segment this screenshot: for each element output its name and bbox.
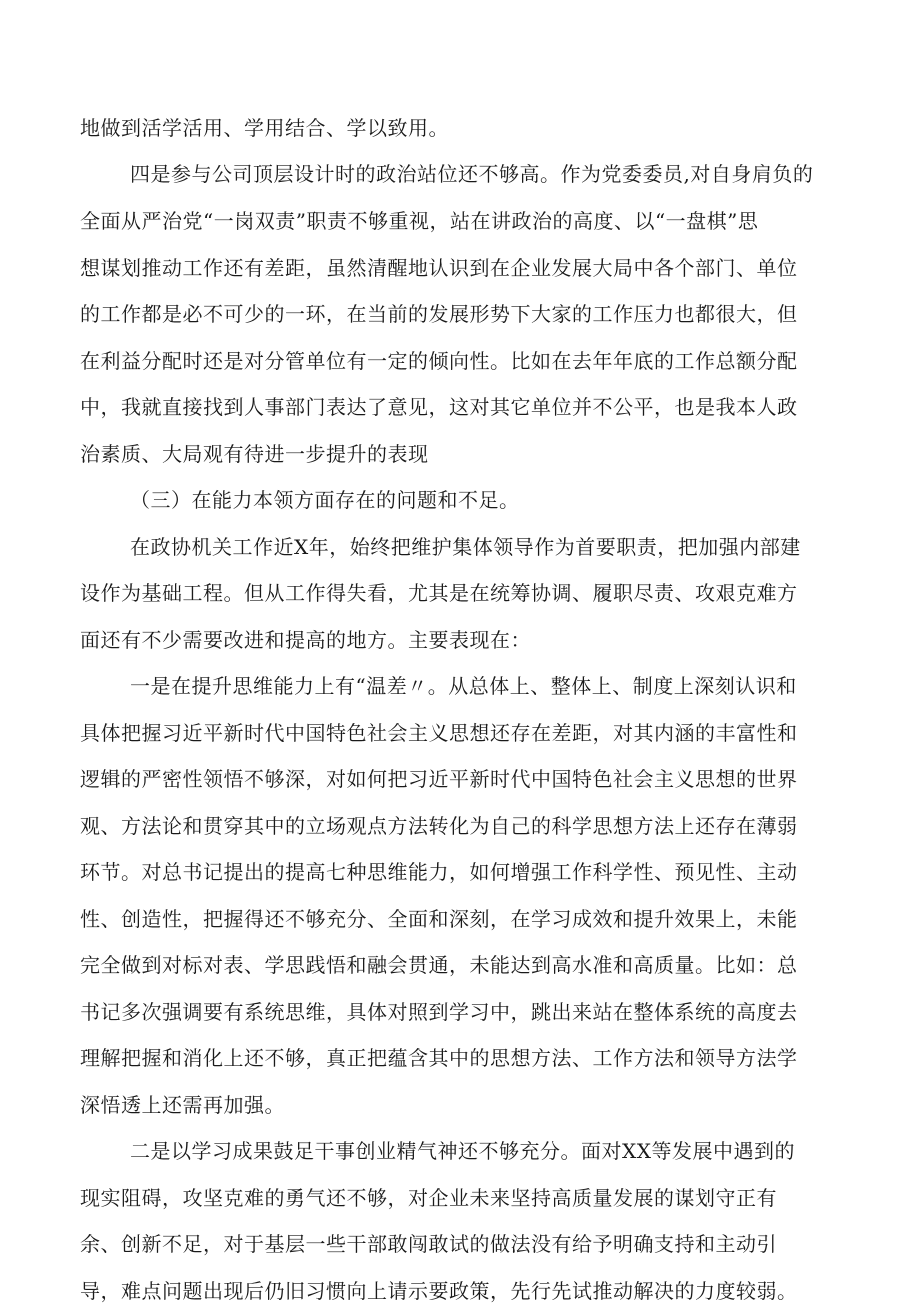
text-line: 中，我就直接找到人事部门表达了意见，这对其它单位并不公平，也是我本人政: [80, 395, 798, 419]
text-line: 全面从严治党“一岗双责”职责不够重视，站在讲政治的高度、以“一盘棋”思: [80, 209, 759, 233]
text-line: 在利益分配时还是对分管单位有一定的倾向性。比如在去年年底的工作总额分配: [80, 349, 798, 373]
text-line: 理解把握和消化上还不够，真正把蕴含其中的思想方法、工作方法和领导方法学: [80, 1046, 798, 1070]
text-line: 的工作都是必不可少的一环，在当前的发展形势下大家的工作压力也都很大，但: [80, 302, 798, 326]
text-line: 现实阻碍，攻坚克难的勇气还不够，对企业未来坚持高质量发展的谋划守正有: [80, 1186, 777, 1210]
text-line: 逻辑的严密性领悟不够深，对如何把习近平新时代中国特色社会主义思想的世界: [80, 767, 798, 791]
text-line: 一是在提升思维能力上有“温差〃。从总体上、整体上、制度上深刻认识和: [130, 674, 797, 698]
text-line: 性、创造性，把握得还不够充分、全面和深刻，在学习成效和提升效果上，未能: [80, 907, 798, 931]
text-line: 完全做到对标对表、学思践悟和融会贯通，未能达到高水准和高质量。比如：总: [80, 953, 798, 977]
text-line: 在政协机关工作近X年，始终把维护集体领导作为首要职责，把加强内部建: [130, 535, 801, 559]
text-line: 深悟透上还需再加强。: [80, 1093, 285, 1117]
text-line: 具体把握习近平新时代中国特色社会主义思想还存在差距，对其内涵的丰富性和: [80, 721, 798, 745]
text-line: 观、方法论和贯穿其中的立场观点方法转化为自己的科学思想方法上还存在薄弱: [80, 814, 798, 838]
text-line: 环节。对总书记提出的提高七种思维能力，如何增强工作科学性、预见性、主动: [80, 860, 798, 884]
section-heading: （三）在能力本领方面存在的问题和不足。: [130, 488, 520, 512]
text-line: 面还有不少需要改进和提高的地方。主要表现在：: [80, 628, 531, 652]
text-line: 余、创新不足，对于基层一些干部敢闯敢试的做法没有给予明确支持和主动引: [80, 1232, 777, 1256]
text-line: 导，难点问题出现后仍旧习惯向上请示要政策，先行先试推动解决的力度较弱。: [80, 1279, 798, 1303]
text-line: 二是以学习成果鼓足干事创业精气神还不够充分。面对XX等发展中遇到的: [130, 1139, 795, 1163]
text-line: 书记多次强调要有系统思维，具体对照到学习中，跳出来站在整体系统的高度去: [80, 1000, 798, 1024]
text-line: 地做到活学活用、学用结合、学以致用。: [80, 116, 449, 140]
text-line: 设作为基础工程。但从工作得失看，尤其是在统筹协调、履职尽责、攻艰克难方: [80, 581, 798, 605]
text-line: 四是参与公司顶层设计时的政治站位还不够高。作为党委委员,对自身肩负的: [130, 162, 814, 186]
text-line: 想谋划推动工作还有差距，虽然清醒地认识到在企业发展大局中各个部门、单位: [80, 256, 798, 280]
text-line: 治素质、大局观有待进一步提升的表现: [80, 442, 429, 466]
